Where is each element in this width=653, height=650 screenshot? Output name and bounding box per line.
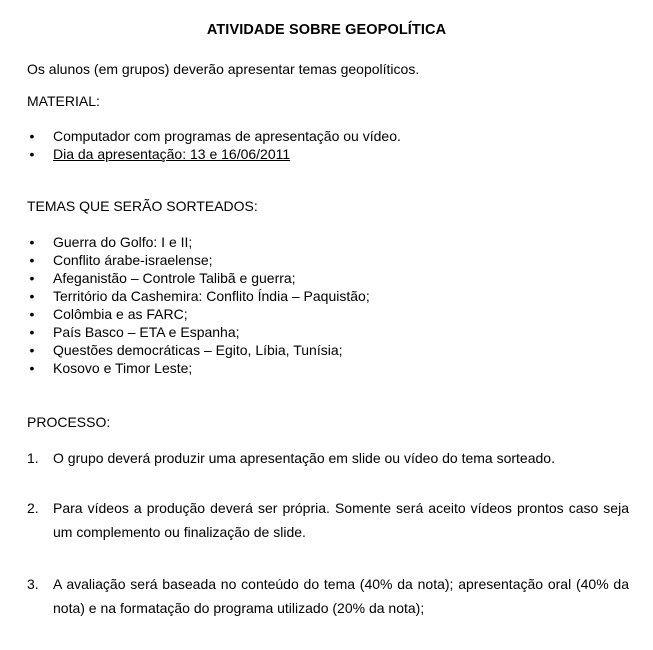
temas-heading: TEMAS QUE SERÃO SORTEADOS: — [27, 198, 258, 214]
material-list — [27, 127, 401, 163]
list-item — [27, 341, 370, 359]
processo-heading: PROCESSO: — [27, 414, 111, 430]
bullet-icon: • — [29, 288, 35, 304]
list-item-text: Kosovo e Timor Leste; — [53, 360, 193, 376]
presentation-date: Dia da apresentação: 13 e 16/06/2011 — [53, 146, 291, 162]
list-item — [27, 305, 370, 323]
bullet-icon: • — [29, 146, 35, 162]
list-item — [27, 145, 401, 163]
list-item-text: Guerra do Golfo: I e II; — [53, 234, 193, 250]
step-text: O grupo deverá produzir uma apresentação em slide ou vídeo do tema sorteado. — [53, 450, 555, 466]
list-item-text: Afeganistão – Controle Talibã e guerra; — [53, 270, 296, 286]
step-text: A avaliação será baseada no conteúdo do tema (40% da nota); apresentação oral (40% da nota) e na formatação do programa utilizado (20% da nota); — [53, 576, 629, 616]
process-step — [27, 572, 629, 620]
list-item — [27, 251, 370, 269]
bullet-icon: • — [29, 360, 35, 376]
process-step — [27, 446, 629, 470]
bullet-icon: • — [29, 128, 35, 144]
list-item-text: Conflito árabe-israelense; — [53, 252, 213, 268]
list-item — [27, 359, 370, 377]
bullet-icon: • — [29, 234, 35, 250]
list-item — [27, 233, 370, 251]
step-number: 3. — [27, 576, 39, 592]
list-item — [27, 287, 370, 305]
bullet-icon: • — [29, 270, 35, 286]
bullet-icon: • — [29, 306, 35, 322]
list-item-text: Questões democráticas – Egito, Líbia, Tunísia; — [53, 342, 343, 358]
step-number: 1. — [27, 450, 39, 466]
material-heading: MATERIAL: — [27, 93, 100, 109]
list-item — [27, 269, 370, 287]
step-text: Para vídeos a produção deverá ser própria. Somente será aceito vídeos prontos caso seja um complemento ou finalização de slide. — [53, 500, 629, 540]
bullet-icon: • — [29, 342, 35, 358]
process-step — [27, 496, 629, 544]
list-item-text: Colômbia e as FARC; — [53, 306, 188, 322]
list-item-text: País Basco – ETA e Espanha; — [53, 324, 240, 340]
list-item-text: Computador com programas de apresentação ou vídeo. — [53, 128, 401, 144]
list-item-text: Território da Cashemira: Conflito Índia – Paquistão; — [53, 288, 370, 304]
step-number: 2. — [27, 500, 39, 516]
list-item — [27, 127, 401, 145]
bullet-icon: • — [29, 252, 35, 268]
bullet-icon: • — [29, 324, 35, 340]
intro-text: Os alunos (em grupos) deverão apresentar temas geopolíticos. — [27, 61, 420, 77]
temas-list — [27, 233, 370, 377]
list-item — [27, 323, 370, 341]
document-title: ATIVIDADE SOBRE GEOPOLÍTICA — [206, 22, 447, 38]
